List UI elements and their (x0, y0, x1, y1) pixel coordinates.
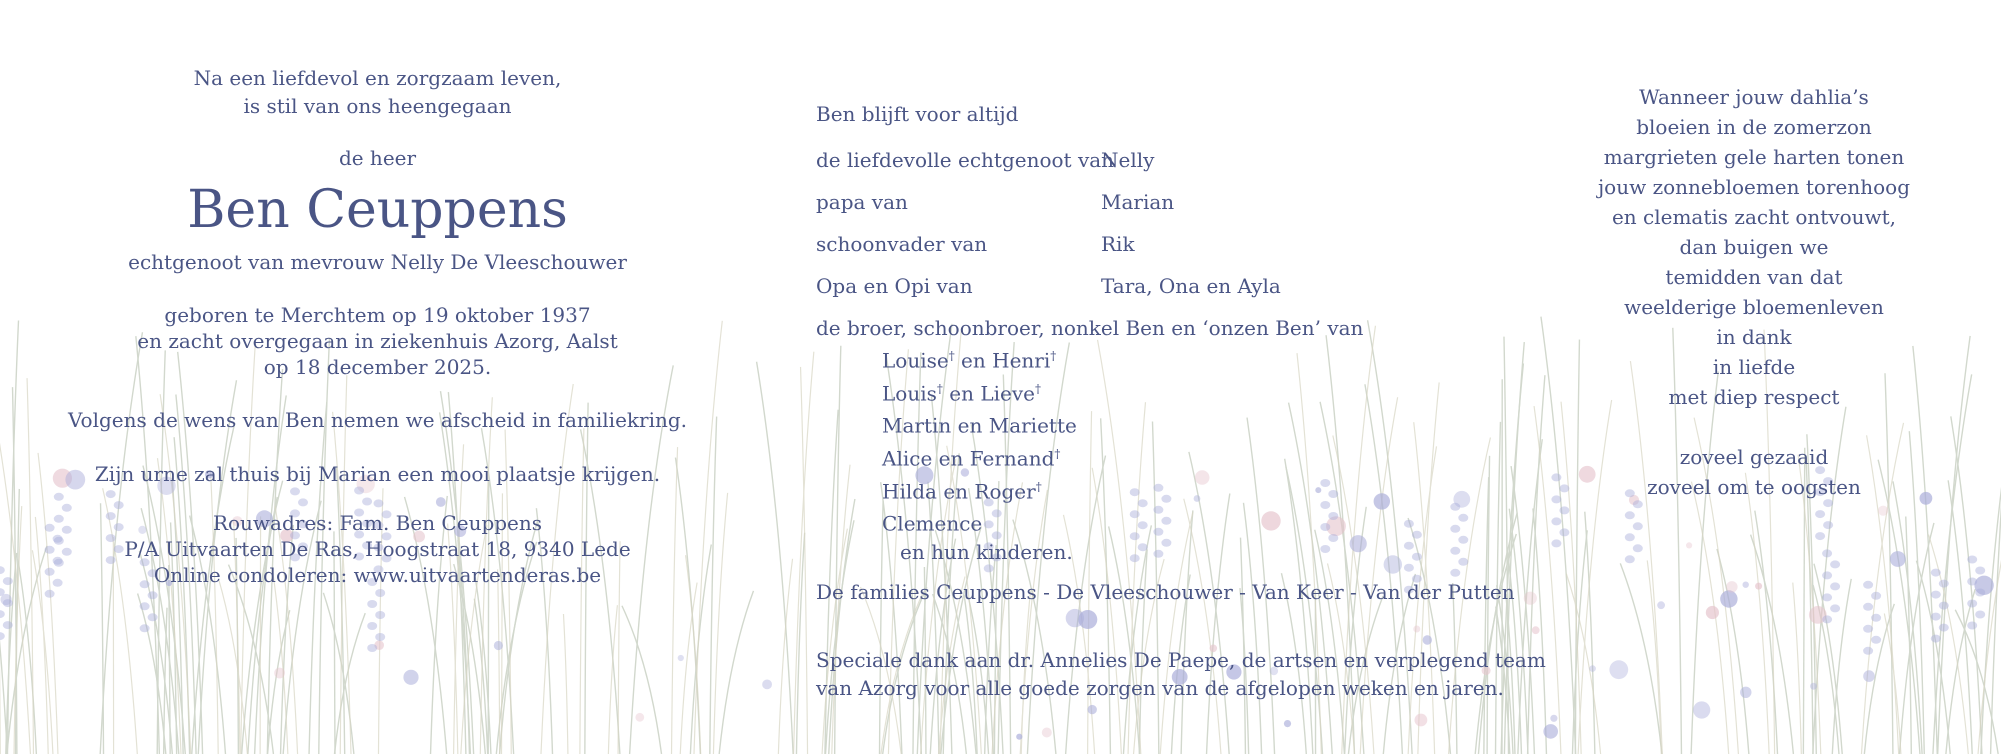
sibling-line (816, 342, 1516, 375)
family-column (816, 100, 1546, 702)
sibling-name: Louis (882, 381, 937, 406)
online-condolence-line: Online condoleren: www.uitvaartenderas.be (153, 563, 602, 587)
farewell-wish: Volgens de wens van Ben nemen we afscheid in familiekring. (67, 408, 688, 432)
conjunction: en (942, 381, 981, 406)
conjunction: en (932, 446, 970, 471)
relation-names: Marian (1101, 190, 1175, 214)
honorific: de heer (338, 146, 417, 170)
sibling-line (816, 375, 1516, 408)
sibling-name: Martin (882, 413, 952, 438)
sibling-name: Hilda (882, 479, 937, 504)
partner-name: Lieve (980, 381, 1035, 406)
dagger-mark: † (948, 349, 955, 363)
passed-line-2: op 18 december 2025. (263, 355, 492, 379)
sibling-name: Clemence (882, 511, 983, 536)
partner-name: Fernand (969, 446, 1055, 471)
poem-line: margrieten gele harten tonen (1603, 145, 1905, 169)
deceased-name: Ben Ceuppens (187, 180, 568, 240)
poem-line: weelderige bloemenleven (1624, 295, 1884, 319)
thanks-line-2: van Azorg voor alle goede zorgen van de afgelopen weken en jaren. (816, 675, 1504, 700)
relation-names: Tara, Ona en Ayla (1101, 274, 1281, 298)
children-line: en hun kinderen. (900, 539, 1073, 564)
remembrance-heading: Ben blijft voor altijd (816, 102, 1019, 126)
sibling-line (816, 407, 1516, 440)
poem-line: met diep respect (1668, 385, 1840, 409)
relation-names: Nelly (1101, 148, 1155, 172)
poem-line: Wanneer jouw dahlia’s (1639, 85, 1869, 109)
sibling-line (816, 440, 1516, 473)
relation-row (816, 188, 1516, 230)
dagger-mark: † (1050, 349, 1057, 363)
poem-line: jouw zonnebloemen torenhoog (1597, 175, 1910, 199)
dagger-mark: † (936, 381, 943, 396)
partner-name: Roger (974, 479, 1036, 504)
dagger-mark: † (1035, 479, 1042, 494)
partner-name: Mariette (988, 413, 1077, 438)
relation-label: de liefdevolle echtgenoot van (816, 148, 1115, 172)
poem-line: in dank (1716, 325, 1792, 349)
poem-line: bloeien in de zomerzon (1636, 115, 1872, 139)
relation-row (816, 146, 1516, 188)
poem-line: in liefde (1712, 355, 1796, 379)
families-line: De families Ceuppens - De Vleeschouwer - Van Keer - Van der Putten (816, 579, 1515, 604)
relation-label: schoonvader van (816, 232, 988, 256)
urn-note: Zijn urne zal thuis bij Marian een mooi plaatsje krijgen. (94, 462, 661, 486)
dagger-mark: † (1054, 446, 1061, 461)
announcement-column (0, 64, 755, 588)
mourning-address-line-1: Rouwadres: Fam. Ben Ceuppens (212, 511, 543, 535)
poem-closing-line: zoveel gezaaid (1679, 445, 1829, 469)
poem-line: dan buigen we (1679, 235, 1829, 259)
relation-names: Rik (1101, 232, 1135, 256)
intro-line-2: is stil van ons heengegaan (243, 94, 512, 118)
thanks-line-1: Speciale dank aan dr. Annelies De Paepe, de artsen en verplegend team (816, 647, 1546, 672)
relation-label: papa van (816, 190, 908, 214)
relation-row (816, 272, 1516, 314)
intro-line-1: Na een liefdevol en zorgzaam leven, (193, 66, 562, 90)
passed-line-1: en zacht overgegaan in ziekenhuis Azorg, Aalst (137, 329, 618, 353)
poem-column (1584, 82, 1924, 502)
conjunction: en (954, 348, 993, 373)
birth-line: geboren te Merchtem op 19 oktober 1937 (164, 303, 591, 327)
sibling-name: Alice (882, 446, 933, 471)
conjunction: en (951, 413, 989, 438)
poem-closing-line: zoveel om te oogsten (1647, 475, 1861, 499)
relation-row (816, 230, 1516, 272)
siblings-intro: de broer, schoonbroer, nonkel Ben en ‘onzen Ben’ van (816, 316, 1364, 340)
dagger-mark: † (1034, 381, 1041, 396)
partner-name: Henri (992, 348, 1051, 373)
sibling-line (816, 505, 1516, 538)
spouse-line: echtgenoot van mevrouw Nelly De Vleeschouwer (128, 250, 627, 274)
conjunction: en (936, 479, 975, 504)
sibling-name: Louise (882, 348, 949, 373)
poem-line: en clematis zacht ontvouwt, (1611, 205, 1897, 229)
sibling-line (816, 473, 1516, 506)
relation-label: Opa en Opi van (816, 274, 973, 298)
poem-line: temidden van dat (1665, 265, 1843, 289)
mourning-address-line-2: P/A Uitvaarten De Ras, Hoogstraat 18, 9340 Lede (124, 537, 631, 561)
